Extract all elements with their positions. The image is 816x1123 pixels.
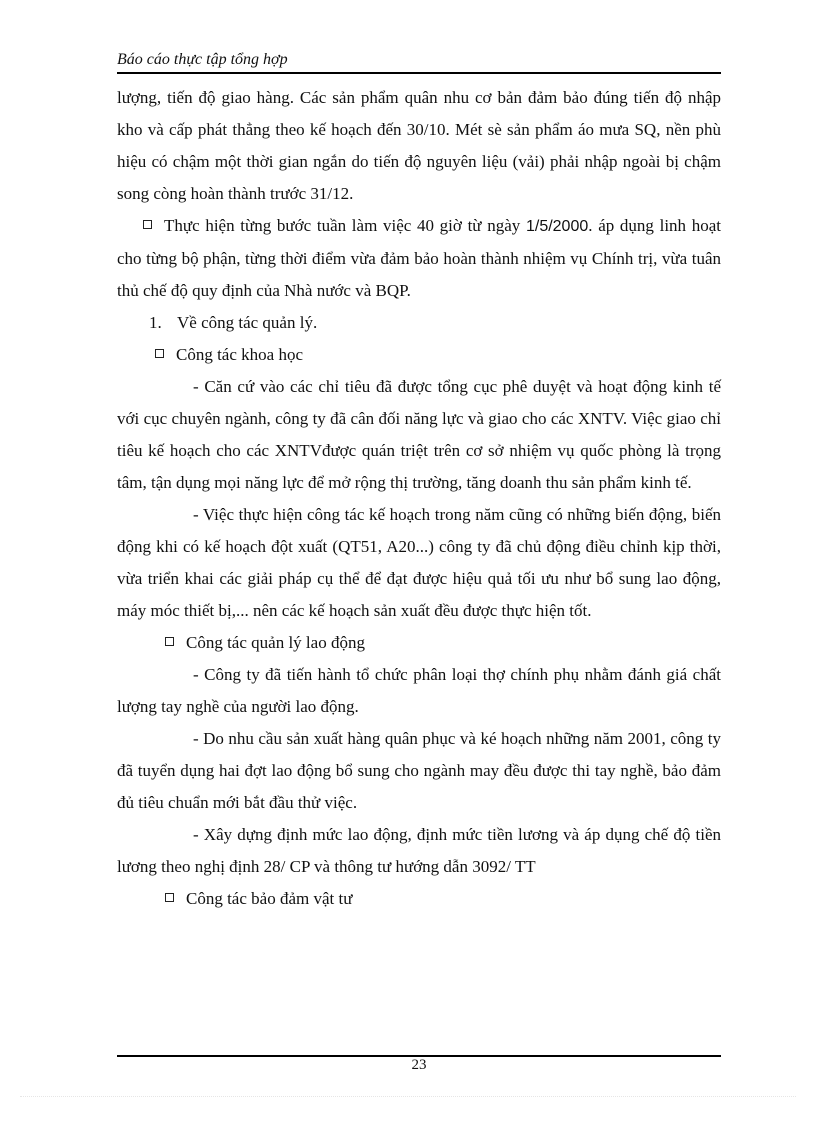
paragraph-2-before: Thực hiện từng bước tuần làm việc 40 giờ từ ngày: [164, 216, 521, 235]
header-rule: [117, 72, 721, 74]
section-heading-3: [117, 627, 721, 659]
section-title: Công tác bảo đảm vật tư: [186, 889, 353, 908]
section-title: Công tác quản lý lao động: [186, 633, 365, 652]
square-bullet-icon: [143, 220, 152, 229]
paragraph-7: - Xây dựng định mức lao động, định mức tiền lương và áp dụng chế độ tiền lương theo nghị định 28/ CP và thông tư hướng dẫn 3092/ TT: [117, 825, 721, 876]
section-heading-1: [117, 307, 721, 339]
date-value: 1/5/2000: [525, 218, 589, 235]
section-heading-2: [117, 339, 721, 371]
square-bullet-icon: [155, 349, 164, 358]
paragraph-6: - Do nhu cầu sản xuất hàng quân phục và ké hoạch những năm 2001, công ty đã tuyển dụng hai đợt lao động bổ sung cho ngành may đều được thi tay nghề, bảo đảm đủ tiêu chuẩn mới bắt đầu thử việc.: [117, 729, 721, 812]
section-heading-4: [117, 883, 721, 915]
square-bullet-icon: [165, 893, 174, 902]
page-boundary: [20, 1096, 796, 1097]
section-number: 1.: [149, 313, 162, 332]
square-bullet-icon: [165, 637, 174, 646]
paragraph-2: [117, 210, 721, 307]
paragraph-2-after: . áp dụng linh hoạt cho từng bộ phận, từng thời điểm vừa đảm bảo hoàn thành nhiệm vụ Chính trị, vừa tuân thủ chế độ quy định của Nhà nước và BQP.: [117, 216, 722, 300]
paragraph-3: - Căn cứ vào các chỉ tiêu đã được tổng cục phê duyệt và hoạt động kinh tế với cục chuyên ngành, công ty đã cân đối năng lực và giao cho các XNTV. Việc giao chỉ tiêu kế hoạch cho các XNTVđược quán triệt trên cơ sở nhiệm vụ quốc phòng là trọng tâm, tận dụng mọi năng lực để mở rộng thị trường, tăng doanh thu sản phẩm kinh tế.: [117, 377, 721, 492]
paragraph-4: - Việc thực hiện công tác kế hoạch trong năm cũng có những biến động, biến động khi có kế hoạch đột xuất (QT51, A20...) công ty đã chủ động điều chỉnh kịp thời, vừa triển khai các giải pháp cụ thể để đạt được hiệu quả tối ưu như bổ sung lao động, máy móc thiết bị,... nên các kế hoạch sản xuất đều được thực hiện tốt.: [117, 505, 721, 620]
body-text: [117, 82, 721, 915]
paragraph-5: - Công ty đã tiến hành tổ chức phân loại thợ chính phụ nhằm đánh giá chất lượng tay nghề của người lao động.: [117, 665, 721, 716]
running-header: Báo cáo thực tập tổng hợp: [117, 51, 288, 68]
paragraph-1: lượng, tiến độ giao hàng. Các sản phẩm quân nhu cơ bản đảm bảo đúng tiến độ nhập kho và cấp phát thẳng theo kế hoạch đến 30/10. Mét sè sản phẩm áo mưa SQ, nền phù hiệu có chậm một thời gian ngắn do tiến độ nguyên liệu (vải) phải nhập ngoài bị chậm song còng hoàn thành trước 31/12.: [117, 88, 721, 203]
page-number: 23: [411, 1057, 427, 1073]
section-title: Về công tác quản lý.: [177, 313, 318, 332]
section-title: Công tác khoa học: [176, 345, 303, 364]
